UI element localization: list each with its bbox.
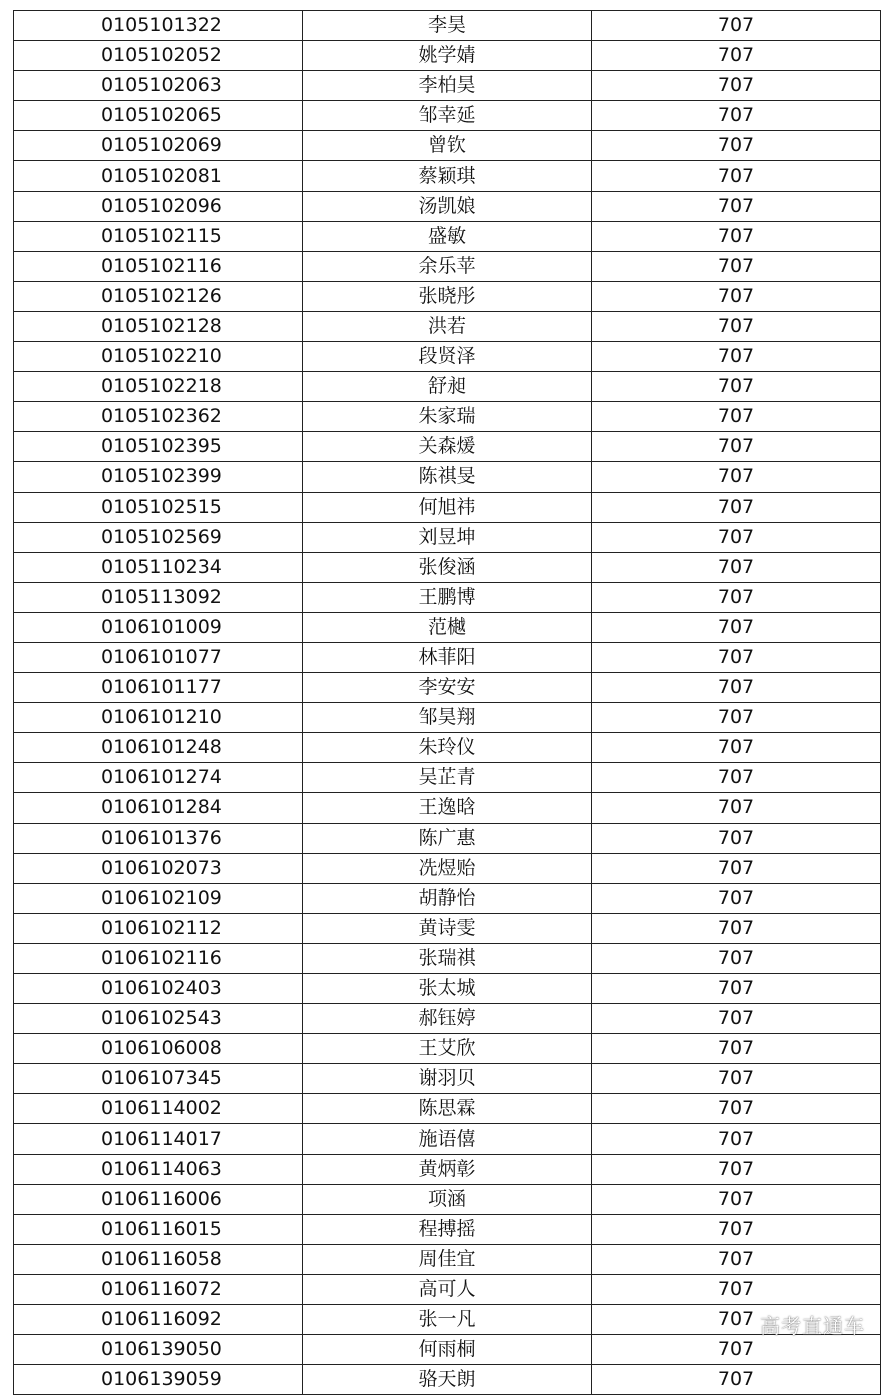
- candidate-id-cell: [14, 101, 303, 131]
- candidate-name: 刘昱坤: [303, 522, 592, 552]
- candidate-id: 0106139059: [101, 1368, 222, 1391]
- candidate-name: 李柏昊: [303, 71, 592, 101]
- candidate-name: 蔡颖琪: [303, 161, 592, 191]
- candidate-name: 曾钦: [303, 131, 592, 161]
- table-row: [14, 71, 881, 101]
- candidate-name: 施语僖: [303, 1124, 592, 1154]
- score-table-body: [14, 11, 881, 1395]
- candidate-id: 0106107345: [101, 1067, 222, 1090]
- candidate-name: 范樾: [303, 612, 592, 642]
- candidate-id: 0105102126: [101, 284, 222, 307]
- candidate-score: 707: [592, 612, 881, 642]
- candidate-score: 707: [592, 763, 881, 793]
- candidate-score: 707: [592, 161, 881, 191]
- candidate-name: 高可人: [303, 1274, 592, 1304]
- table-row: [14, 11, 881, 41]
- candidate-id: 0105102395: [101, 435, 222, 458]
- table-row: [14, 853, 881, 883]
- candidate-id-cell: [14, 582, 303, 612]
- table-row: [14, 402, 881, 432]
- candidate-id-cell: [14, 1004, 303, 1034]
- candidate-id-cell: [14, 1064, 303, 1094]
- candidate-id: 0106102116: [101, 946, 222, 969]
- candidate-id: 0105102116: [101, 254, 222, 277]
- candidate-id: 0106139050: [101, 1338, 222, 1361]
- candidate-id: 0106114017: [101, 1127, 222, 1150]
- watermark-text: 高考直通车: [760, 1314, 865, 1338]
- candidate-id: 0106101376: [101, 826, 222, 849]
- candidate-id-cell: [14, 1094, 303, 1124]
- candidate-name: 项涵: [303, 1184, 592, 1214]
- candidate-score: 707: [592, 823, 881, 853]
- candidate-score: 707: [592, 1274, 881, 1304]
- candidate-id: 0106101177: [101, 676, 222, 699]
- table-row: [14, 1184, 881, 1214]
- candidate-id: 0105110234: [101, 555, 222, 578]
- candidate-id: 0105102096: [101, 194, 222, 217]
- table-row: [14, 522, 881, 552]
- candidate-name: 王艾欣: [303, 1034, 592, 1064]
- candidate-id: 0106116058: [101, 1247, 222, 1270]
- candidate-id: 0106102112: [101, 916, 222, 939]
- candidate-id-cell: [14, 943, 303, 973]
- candidate-score: 707: [592, 974, 881, 1004]
- candidate-name: 段贤泽: [303, 342, 592, 372]
- table-row: [14, 1064, 881, 1094]
- candidate-id-cell: [14, 462, 303, 492]
- candidate-id-cell: [14, 883, 303, 913]
- table-row: [14, 763, 881, 793]
- candidate-id-cell: [14, 221, 303, 251]
- candidate-name: 王逸晗: [303, 793, 592, 823]
- candidate-name: 张俊涵: [303, 552, 592, 582]
- table-row: [14, 161, 881, 191]
- candidate-score: 707: [592, 913, 881, 943]
- table-row: [14, 1305, 881, 1335]
- candidate-id: 0105101322: [101, 14, 222, 37]
- table-row: [14, 793, 881, 823]
- candidate-score: 707: [592, 1244, 881, 1274]
- candidate-id-cell: [14, 1124, 303, 1154]
- candidate-score: 707: [592, 372, 881, 402]
- candidate-id: 0105102218: [101, 375, 222, 398]
- candidate-score: 707: [592, 733, 881, 763]
- candidate-name: 朱家瑞: [303, 402, 592, 432]
- candidate-name: 邹幸延: [303, 101, 592, 131]
- candidate-name: 余乐苹: [303, 251, 592, 281]
- candidate-score: 707: [592, 883, 881, 913]
- table-row: [14, 221, 881, 251]
- candidate-id-cell: [14, 1034, 303, 1064]
- candidate-score: 707: [592, 642, 881, 672]
- candidate-score: 707: [592, 1184, 881, 1214]
- candidate-score: 707: [592, 251, 881, 281]
- candidate-id: 0106101248: [101, 736, 222, 759]
- candidate-name: 周佳宜: [303, 1244, 592, 1274]
- candidate-name: 林菲阳: [303, 642, 592, 672]
- candidate-name: 王鹏博: [303, 582, 592, 612]
- table-row: [14, 823, 881, 853]
- candidate-score: 707: [592, 1034, 881, 1064]
- candidate-name: 李昊: [303, 11, 592, 41]
- candidate-id: 0106102073: [101, 856, 222, 879]
- candidate-name: 陈思霖: [303, 1094, 592, 1124]
- candidate-score: 707: [592, 1335, 881, 1365]
- candidate-name: 张晓彤: [303, 281, 592, 311]
- table-row: [14, 492, 881, 522]
- candidate-id-cell: [14, 642, 303, 672]
- candidate-score: 707: [592, 582, 881, 612]
- candidate-name: 舒昶: [303, 372, 592, 402]
- table-row: [14, 432, 881, 462]
- candidate-name: 邹昊翔: [303, 703, 592, 733]
- candidate-id-cell: [14, 372, 303, 402]
- candidate-name: 朱玲仪: [303, 733, 592, 763]
- table-row: [14, 251, 881, 281]
- candidate-id: 0105102081: [101, 164, 222, 187]
- candidate-id-cell: [14, 823, 303, 853]
- candidate-id: 0106116092: [101, 1308, 222, 1331]
- candidate-score: 707: [592, 853, 881, 883]
- candidate-id-cell: [14, 342, 303, 372]
- score-table: [13, 10, 881, 1395]
- candidate-score: 707: [592, 432, 881, 462]
- candidate-id-cell: [14, 11, 303, 41]
- candidate-name: 关森煖: [303, 432, 592, 462]
- candidate-score: 707: [592, 673, 881, 703]
- candidate-id-cell: [14, 522, 303, 552]
- candidate-id: 0105102063: [101, 74, 222, 97]
- candidate-name: 何雨桐: [303, 1335, 592, 1365]
- candidate-score: 707: [592, 191, 881, 221]
- candidate-id: 0106101210: [101, 706, 222, 729]
- candidate-score: 707: [592, 492, 881, 522]
- candidate-name: 李安安: [303, 673, 592, 703]
- candidate-id-cell: [14, 552, 303, 582]
- candidate-id: 0106116072: [101, 1277, 222, 1300]
- candidate-id: 0106101274: [101, 766, 222, 789]
- candidate-name: 程搏摇: [303, 1214, 592, 1244]
- table-row: [14, 372, 881, 402]
- candidate-score: 707: [592, 1004, 881, 1034]
- candidate-id: 0105102069: [101, 134, 222, 157]
- candidate-score: 707: [592, 41, 881, 71]
- candidate-id-cell: [14, 161, 303, 191]
- candidate-id: 0106116006: [101, 1187, 222, 1210]
- candidate-id-cell: [14, 1184, 303, 1214]
- candidate-score: 707: [592, 943, 881, 973]
- candidate-id-cell: [14, 1154, 303, 1184]
- table-row: [14, 462, 881, 492]
- table-row: [14, 1244, 881, 1274]
- table-row: [14, 311, 881, 341]
- candidate-name: 骆天朗: [303, 1365, 592, 1395]
- candidate-score: 707: [592, 221, 881, 251]
- candidate-id-cell: [14, 131, 303, 161]
- table-row: [14, 281, 881, 311]
- candidate-score: 707: [592, 402, 881, 432]
- table-row: [14, 974, 881, 1004]
- candidate-score: 707: [592, 311, 881, 341]
- table-row: [14, 1214, 881, 1244]
- candidate-id: 0105102115: [101, 224, 222, 247]
- candidate-name: 盛敏: [303, 221, 592, 251]
- table-row: [14, 342, 881, 372]
- candidate-score: 707: [592, 1124, 881, 1154]
- candidate-name: 陈广惠: [303, 823, 592, 853]
- candidate-name: 谢羽贝: [303, 1064, 592, 1094]
- candidate-name: 胡静怡: [303, 883, 592, 913]
- candidate-score: 707: [592, 462, 881, 492]
- table-row: [14, 1094, 881, 1124]
- candidate-id: 0106102543: [101, 1007, 222, 1030]
- candidate-name: 洪若: [303, 311, 592, 341]
- candidate-score: 707: [592, 1154, 881, 1184]
- table-row: [14, 191, 881, 221]
- candidate-id: 0105102362: [101, 405, 222, 428]
- candidate-name: 陈祺旻: [303, 462, 592, 492]
- table-row: [14, 883, 881, 913]
- candidate-id: 0105113092: [101, 585, 222, 608]
- candidate-score: 707: [592, 1365, 881, 1395]
- candidate-name: 汤凯娘: [303, 191, 592, 221]
- table-row: [14, 131, 881, 161]
- candidate-score: 707: [592, 522, 881, 552]
- candidate-id: 0105102052: [101, 44, 222, 67]
- candidate-name: 张太城: [303, 974, 592, 1004]
- candidate-score: 707: [592, 342, 881, 372]
- candidate-name: 吴芷青: [303, 763, 592, 793]
- candidate-name: 张瑞祺: [303, 943, 592, 973]
- candidate-name: 黄诗雯: [303, 913, 592, 943]
- table-row: [14, 1274, 881, 1304]
- candidate-score: 707: [592, 552, 881, 582]
- candidate-id-cell: [14, 1335, 303, 1365]
- candidate-score: 707: [592, 703, 881, 733]
- candidate-score: 707: [592, 1305, 881, 1335]
- candidate-score: 707: [592, 281, 881, 311]
- candidate-id-cell: [14, 853, 303, 883]
- candidate-id: 0105102399: [101, 465, 222, 488]
- candidate-id-cell: [14, 41, 303, 71]
- table-row: [14, 642, 881, 672]
- candidate-id-cell: [14, 251, 303, 281]
- table-row: [14, 582, 881, 612]
- table-row: [14, 1154, 881, 1184]
- candidate-id-cell: [14, 793, 303, 823]
- table-row: [14, 1034, 881, 1064]
- candidate-name: 姚学婧: [303, 41, 592, 71]
- table-row: [14, 733, 881, 763]
- candidate-score: 707: [592, 1214, 881, 1244]
- candidate-id-cell: [14, 763, 303, 793]
- candidate-id: 0106116015: [101, 1217, 222, 1240]
- candidate-id: 0106101077: [101, 646, 222, 669]
- candidate-id: 0105102128: [101, 314, 222, 337]
- candidate-score: 707: [592, 131, 881, 161]
- candidate-id-cell: [14, 673, 303, 703]
- candidate-id-cell: [14, 733, 303, 763]
- candidate-id-cell: [14, 311, 303, 341]
- candidate-id: 0106101284: [101, 796, 222, 819]
- candidate-id-cell: [14, 703, 303, 733]
- candidate-id-cell: [14, 191, 303, 221]
- candidate-id: 0105102210: [101, 345, 222, 368]
- candidate-id-cell: [14, 612, 303, 642]
- candidate-score: 707: [592, 793, 881, 823]
- candidate-id-cell: [14, 492, 303, 522]
- candidate-id: 0105102065: [101, 104, 222, 127]
- candidate-id: 0106102109: [101, 886, 222, 909]
- candidate-name: 冼煜贻: [303, 853, 592, 883]
- candidate-id-cell: [14, 1305, 303, 1335]
- table-row: [14, 673, 881, 703]
- table-row: [14, 1124, 881, 1154]
- candidate-id-cell: [14, 913, 303, 943]
- candidate-score: 707: [592, 101, 881, 131]
- table-row: [14, 913, 881, 943]
- candidate-id-cell: [14, 71, 303, 101]
- candidate-id-cell: [14, 1365, 303, 1395]
- table-row: [14, 1365, 881, 1395]
- table-row: [14, 1004, 881, 1034]
- candidate-id: 0106101009: [101, 615, 222, 638]
- table-row: [14, 612, 881, 642]
- candidate-id-cell: [14, 1244, 303, 1274]
- candidate-score: 707: [592, 1094, 881, 1124]
- candidate-id: 0105102569: [101, 525, 222, 548]
- table-row: [14, 943, 881, 973]
- candidate-id: 0106114002: [101, 1097, 222, 1120]
- candidate-id-cell: [14, 402, 303, 432]
- table-row: [14, 552, 881, 582]
- table-row: [14, 41, 881, 71]
- candidate-name: 黄炳彰: [303, 1154, 592, 1184]
- candidate-score: 707: [592, 71, 881, 101]
- table-row: [14, 101, 881, 131]
- table-row: [14, 1335, 881, 1365]
- candidate-name: 郝钰婷: [303, 1004, 592, 1034]
- candidate-id: 0106114063: [101, 1157, 222, 1180]
- candidate-id-cell: [14, 1214, 303, 1244]
- candidate-name: 何旭祎: [303, 492, 592, 522]
- candidate-id-cell: [14, 432, 303, 462]
- candidate-id-cell: [14, 974, 303, 1004]
- table-row: [14, 703, 881, 733]
- candidate-score: 707: [592, 1064, 881, 1094]
- candidate-id: 0105102515: [101, 495, 222, 518]
- candidate-id-cell: [14, 281, 303, 311]
- candidate-id: 0106106008: [101, 1037, 222, 1060]
- candidate-id-cell: [14, 1274, 303, 1304]
- candidate-id: 0106102403: [101, 977, 222, 1000]
- candidate-name: 张一凡: [303, 1305, 592, 1335]
- candidate-score: 707: [592, 11, 881, 41]
